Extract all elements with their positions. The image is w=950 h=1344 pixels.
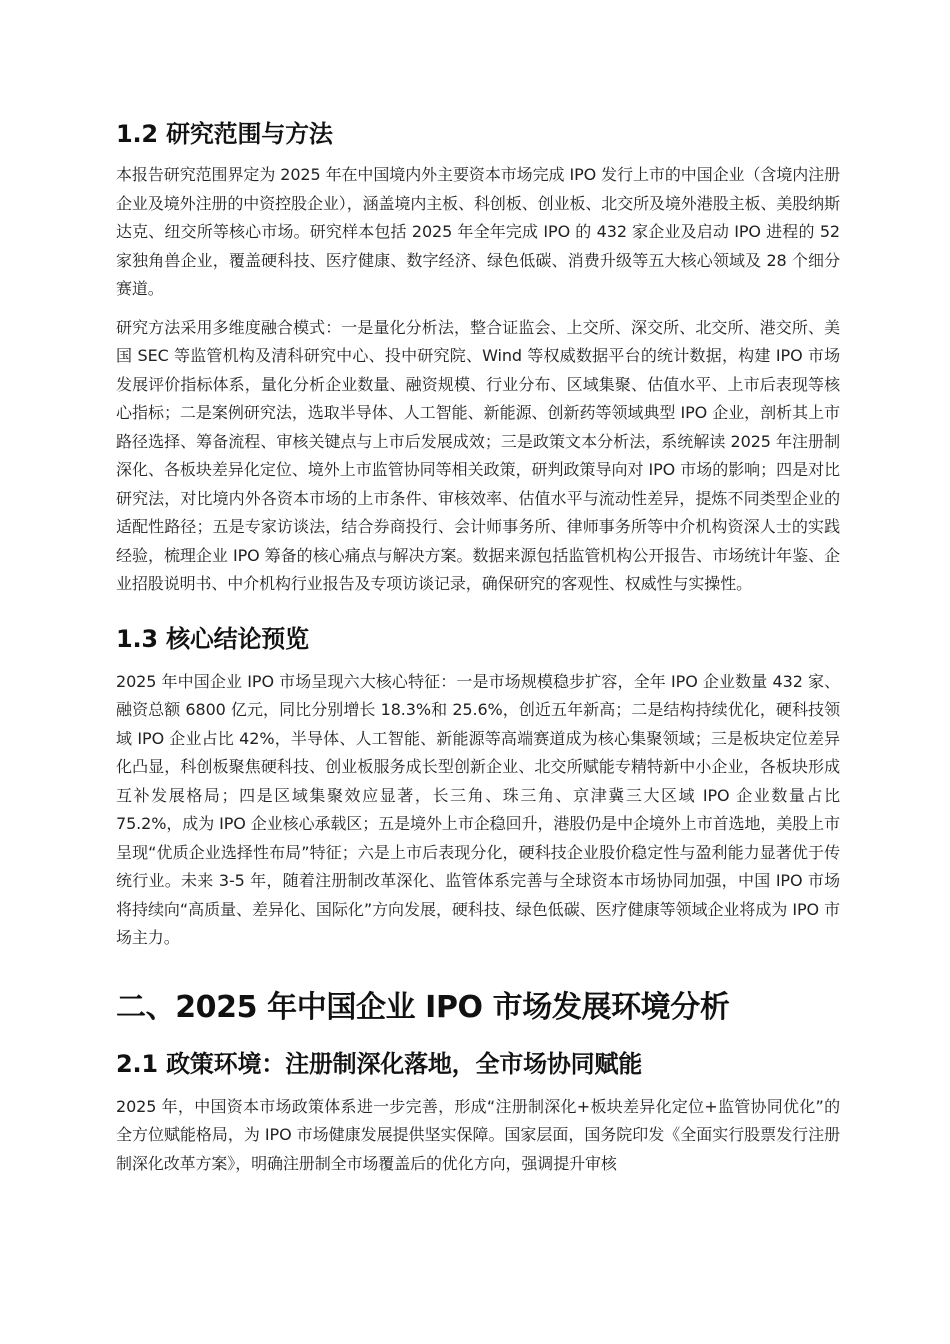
section-1-2-paragraph-scope: 本报告研究范围界定为 2025 年在中国境内外主要资本市场完成 IPO 发行上市的中国企业（含境内注册企业及境外注册的中资控股企业），涵盖境内主板、科创板、创业板、北交所及境外港股主板、美股纳斯达克、纽交所等核心市场。研究样本包括 2025 年全年完成 IPO 的 432 家企业及启动 IPO 进程的 52 家独角兽企业，覆盖硬科技、医疗健康、数字经济、绿色低碳、消费升级等五大核心领域及 28 个细分赛道。 xyxy=(116,165,840,298)
section-heading-2-1: 2.1 政策环境：注册制深化落地，全市场协同赋能 xyxy=(116,1049,643,1078)
section-heading-1-3: 1.3 核心结论预览 xyxy=(116,624,309,653)
chapter-heading-2: 二、2025 年中国企业 IPO 市场发展环境分析 xyxy=(116,989,730,1025)
document-page xyxy=(116,118,840,1178)
section-1-2-paragraph-methods: 研究方法采用多维度融合模式：一是量化分析法，整合证监会、上交所、深交所、北交所、港交所、美国 SEC 等监管机构及清科研究中心、投中研究院、Wind 等权威数据平台的统计数据，构建 IPO 市场发展评价指标体系，量化分析企业数量、融资规模、行业分布、区域集聚、估值水平、上市后表现等核心指标；二是案例研究法，选取半导体、人工智能、新能源、创新药等领域典型 IPO 企业，剖析其上市路径选择、筹备流程、审核关键点与上市后发展成效；三是政策文本分析法，系统解读 2025 年注册制深化、各板块差异化定位、境外上市监管协同等相关政策，研判政策导向对 IPO 市场的影响；四是对比研究法，对比境内外各资本市场的上市条件、审核效率、估值水平与流动性差异，提炼不同类型企业的适配性路径；五是专家访谈法，结合券商投行、会计师事务所、律师事务所等中介机构资深人士的实践经验，梳理企业 IPO 筹备的核心痛点与解决方案。数据来源包括监管机构公开报告、市场统计年鉴、企业招股说明书、中介机构行业报告及专项访谈记录，确保研究的客观性、权威性与实操性。 xyxy=(116,317,840,593)
section-2-1-paragraph-policy: 2025 年，中国资本市场政策体系进一步完善，形成“注册制深化+板块差异化定位+监管协同优化”的全方位赋能格局，为 IPO 市场健康发展提供坚实保障。国家层面，国务院印发《全面实行股票发行注册制深化改革方案》，明确注册制全市场覆盖后的优化方向，强调提升审核 xyxy=(116,1096,840,1173)
section-1-3-paragraph-conclusions: 2025 年中国企业 IPO 市场呈现六大核心特征：一是市场规模稳步扩容，全年 IPO 企业数量 432 家、融资总额 6800 亿元，同比分别增长 18.3%和 25.6%，创近五年新高；二是结构持续优化，硬科技领域 IPO 企业占比 42%，半导体、人工智能、新能源等高端赛道成为核心集聚领域；三是板块定位差异化凸显，科创板聚焦硬科技、创业板服务成长型创新企业、北交所赋能专精特新中小企业，各板块形成互补发展格局；四是区域集聚效应显著，长三角、珠三角、京津冀三大区域 IPO 企业数量占比 75.2%，成为 IPO 企业核心承载区；五是境外上市企稳回升，港股仍是中企境外上市首选地，美股上市呈现“优质企业选择性布局”特征；六是上市后表现分化，硬科技企业股价稳定性与盈利能力显著优于传统行业。未来 3-5 年，随着注册制改革深化、监管体系完善与全球资本市场协同加强，中国 IPO 市场将持续向“高质量、差异化、国际化”方向发展，硬科技、绿色低碳、医疗健康等领域企业将成为 IPO 市场主力。 xyxy=(116,671,840,947)
section-heading-1-2: 1.2 研究范围与方法 xyxy=(116,120,333,148)
